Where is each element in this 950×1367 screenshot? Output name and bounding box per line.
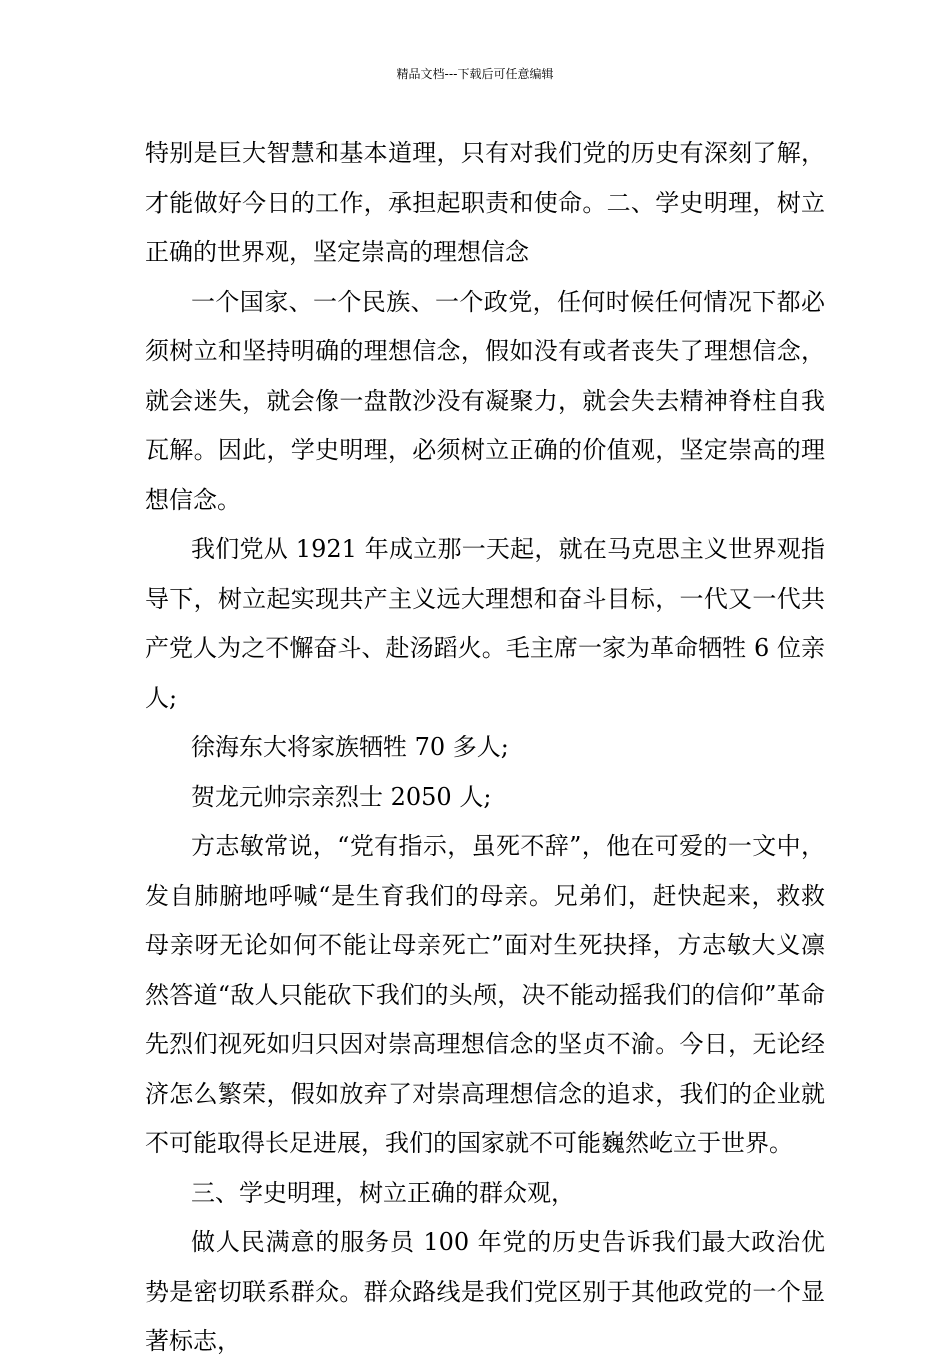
document-body <box>145 129 825 1367</box>
section-heading: 三、学史明理，树立正确的群众观， <box>191 1178 575 1207</box>
paragraph: 特别是巨大智慧和基本道理，只有对我们党的历史有深刻了解，才能做好今日的工作，承担起职责和使命。二、学史明理，树立正确的世界观，坚定崇高的理想信念 <box>145 139 825 266</box>
paragraph: 我们党从 1921 年成立那一天起，就在马克思主义世界观指导下，树立起实现共产主义远大理想和奋斗目标，一代又一代共产党人为之不懈奋斗、赴汤蹈火。毛主席一家为革命牺牲 6 位亲人; <box>145 535 825 712</box>
paragraph: 徐海东大将家族牺牲 70 多人; <box>191 733 509 761</box>
paragraph: 做人民满意的服务员 100 年党的历史告诉我们最大政治优势是密切联系群众。群众路线是我们党区别于其他政党的一个显著标志， <box>145 1228 825 1355</box>
page-header: 精品文档---下载后可任意编辑 <box>396 67 554 81</box>
paragraph: 贺龙元帅宗亲烈士 2050 人; <box>191 782 492 811</box>
paragraph: 方志敏常说，“党有指示，虽死不辞”，他在可爱的一文中，发自肺腑地呼喊“是生育我们的母亲。兄弟们，赶快起来，救救母亲呀无论如何不能让母亲死亡”面对生死抉择，方志敏大义凛然答道“敌人只能砍下我们的头颅，决不能动摇我们的信仰”革命先烈们视死如归只因对崇高理想信念的坚贞不渝。今日，无论经济怎么繁荣，假如放弃了对崇高理想信念的追求，我们的企业就不可能取得长足进展，我们的国家就不可能巍然屹立于世界。 <box>145 832 825 1157</box>
paragraph: 一个国家、一个民族、一个政党，任何时候任何情况下都必须树立和坚持明确的理想信念，假如没有或者丧失了理想信念，就会迷失，就会像一盘散沙没有凝聚力，就会失去精神脊柱自我瓦解。因此，学史明理，必须树立正确的价值观，坚定崇高的理想信念。 <box>145 287 825 514</box>
